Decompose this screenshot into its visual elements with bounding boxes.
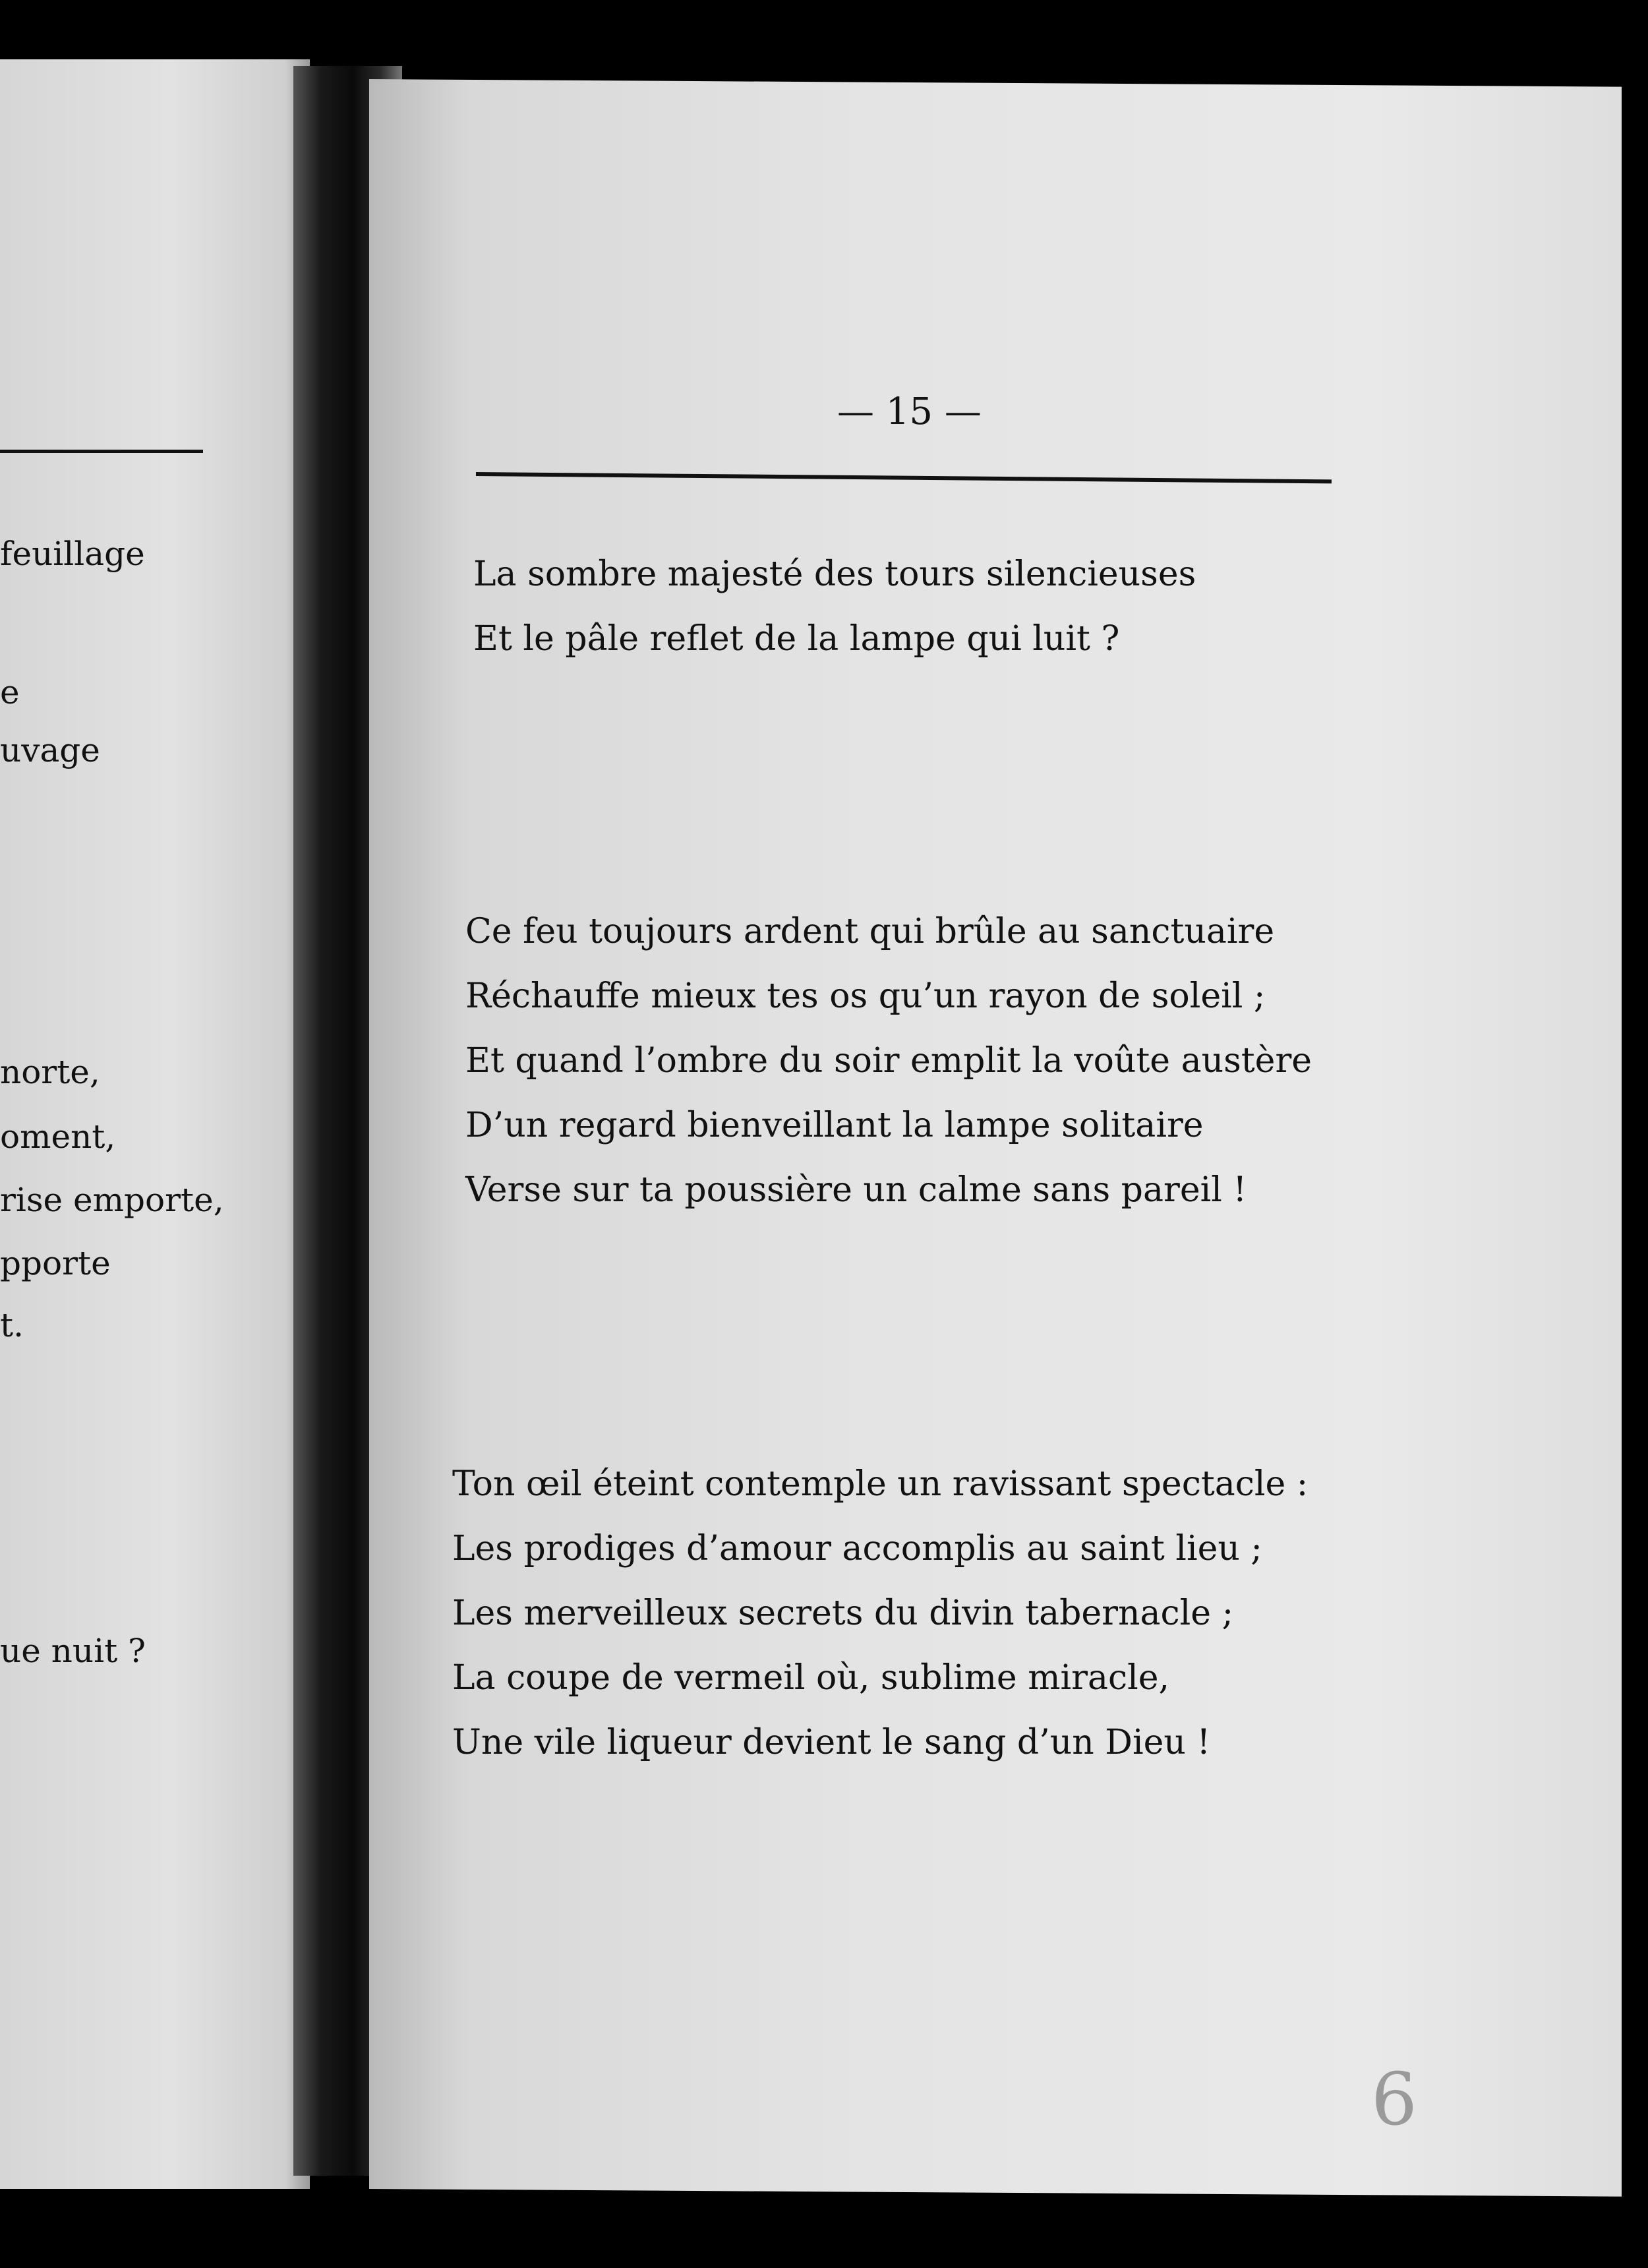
left-line: oment,	[0, 1118, 116, 1156]
verse-line: Ton œil éteint contemple un ravissant spectacle :	[452, 1464, 1309, 1504]
left-header-rule	[0, 450, 203, 453]
verse-line: Verse sur ta poussière un calme sans pareil !	[465, 1170, 1247, 1210]
margin-pencil-mark: 6	[1371, 2057, 1417, 2141]
verse-line: La coupe de vermeil où, sublime miracle,	[452, 1658, 1170, 1698]
left-line: pporte	[0, 1244, 111, 1282]
left-line: norte,	[0, 1053, 100, 1091]
left-line: ue nuit ?	[0, 1632, 146, 1670]
left-page	[0, 59, 310, 2189]
left-line: t.	[0, 1306, 24, 1344]
stanza-1	[473, 542, 1196, 671]
left-line: uvage	[0, 731, 100, 769]
stanza-3	[452, 1452, 1308, 1775]
verse-line: Ce feu toujours ardent qui brûle au sanctuaire	[465, 912, 1275, 951]
verse-line: Réchauffe mieux tes os qu’un rayon de soleil ;	[465, 976, 1266, 1016]
left-line: feuillage	[0, 535, 145, 573]
left-line: e	[0, 673, 20, 711]
left-line: rise emporte,	[0, 1181, 224, 1219]
stanza-2	[465, 899, 1312, 1222]
verse-line: La sombre majesté des tours silencieuses	[473, 554, 1196, 594]
verse-line: Les prodiges d’amour accomplis au saint lieu ;	[452, 1529, 1262, 1568]
page-number: — 15 —	[837, 390, 982, 433]
verse-line: Et quand l’ombre du soir emplit la voûte austère	[465, 1041, 1312, 1081]
verse-line: Les merveilleux secrets du divin tabernacle ;	[452, 1594, 1234, 1633]
verse-line: Une vile liqueur devient le sang d’un Dieu !	[452, 1723, 1211, 1762]
verse-line: D’un regard bienveillant la lampe solitaire	[465, 1106, 1204, 1145]
verse-line: Et le pâle reflet de la lampe qui luit ?	[473, 619, 1120, 659]
